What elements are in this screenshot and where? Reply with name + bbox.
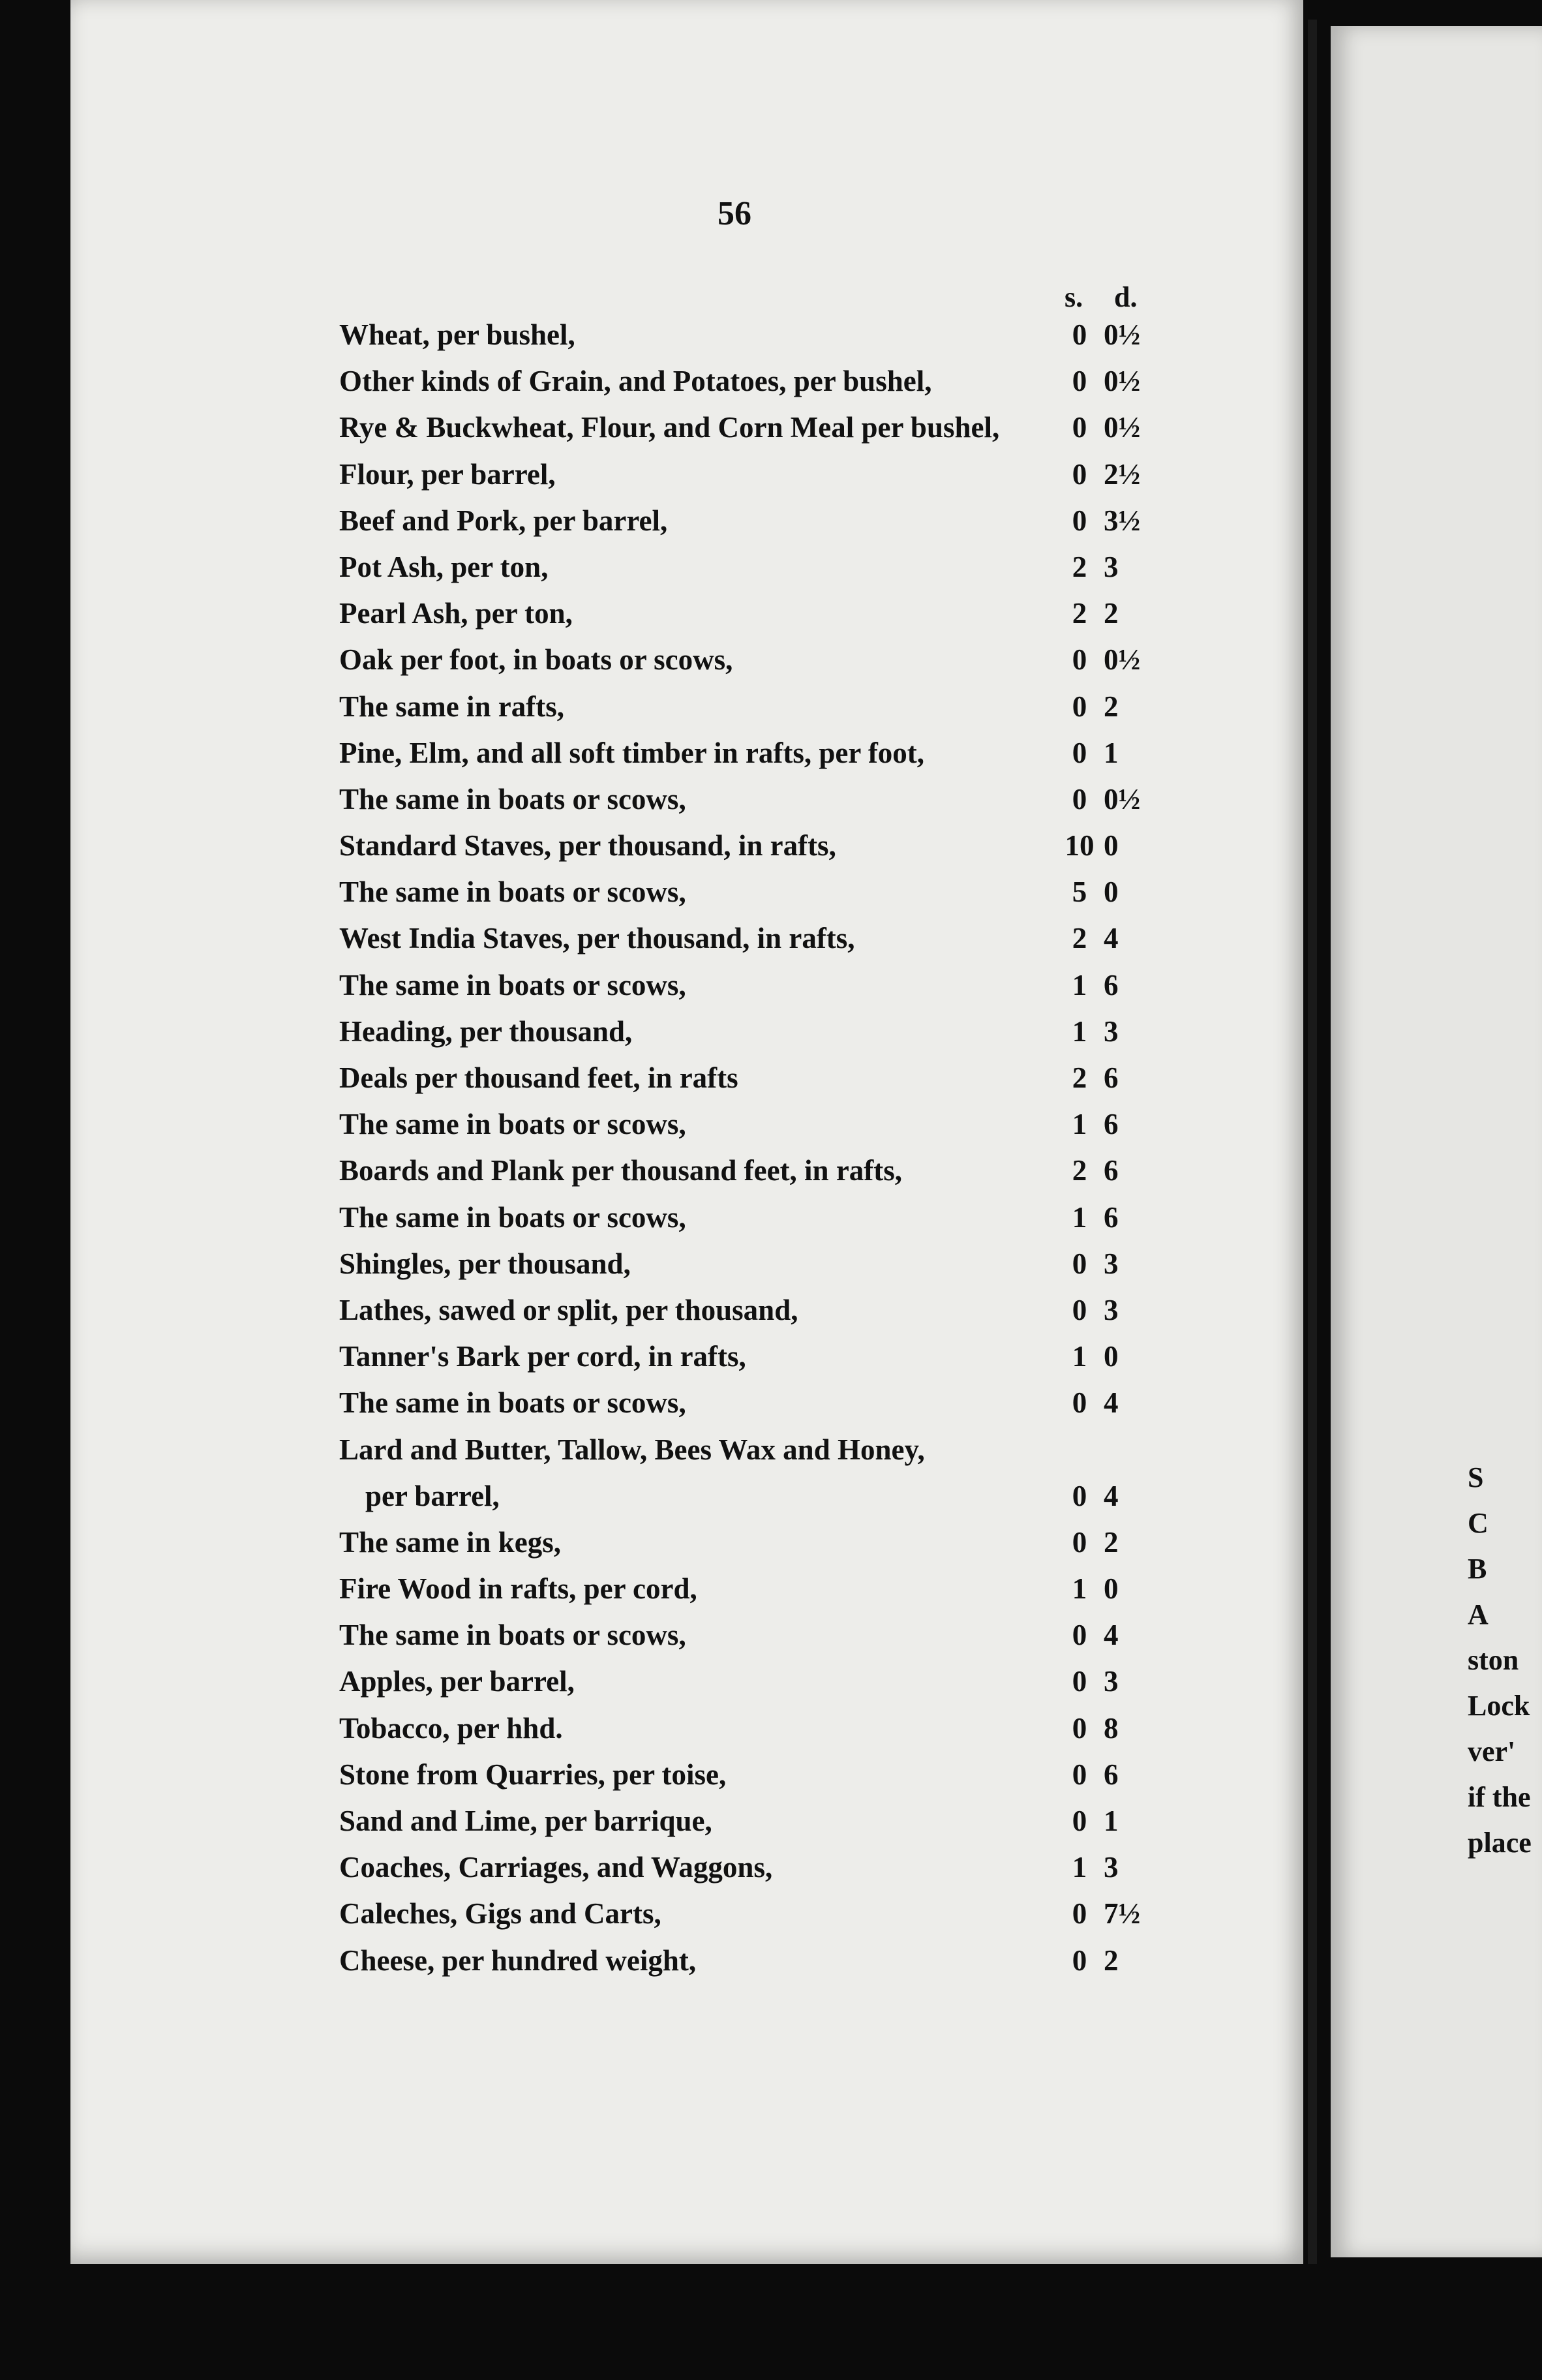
toll-table (326, 312, 1174, 1984)
toll-shillings: 1 (1072, 968, 1087, 1001)
toll-row (326, 404, 1174, 451)
toll-item-label: Shingles, per thousand, (339, 1247, 631, 1280)
toll-shillings: 2 (1072, 550, 1087, 583)
toll-row (326, 498, 1174, 544)
toll-row (326, 1566, 1174, 1612)
toll-shillings: 0 (1072, 1386, 1087, 1420)
toll-row (326, 1287, 1174, 1334)
toll-pence: 6 (1104, 1200, 1119, 1234)
toll-row (326, 544, 1174, 590)
toll-shillings: 0 (1072, 1619, 1087, 1652)
toll-shillings: 0 (1072, 365, 1087, 398)
toll-shillings: 0 (1072, 318, 1087, 351)
toll-pence: 2 (1104, 1525, 1119, 1559)
toll-row (326, 915, 1174, 962)
toll-item-label: West India Staves, per thousand, in rafts, (339, 922, 855, 955)
toll-row (326, 1195, 1174, 1241)
toll-pence: 0½ (1104, 411, 1141, 444)
toll-item-label: The same in kegs, (339, 1525, 562, 1559)
toll-pence: 3½ (1104, 504, 1141, 537)
toll-item-label: The same in boats or scows, (339, 876, 686, 909)
toll-shillings: 0 (1072, 1247, 1087, 1280)
toll-shillings: 1 (1072, 1340, 1087, 1373)
adjacent-page-text (1468, 1455, 1542, 1866)
toll-pence: 2½ (1104, 457, 1141, 491)
toll-shillings: 0 (1072, 1805, 1087, 1837)
toll-shillings: 0 (1072, 504, 1087, 537)
toll-row (326, 312, 1174, 358)
toll-item-label: The same in rafts, (339, 690, 564, 723)
toll-item-label: per barrel, (365, 1479, 500, 1512)
toll-row (326, 637, 1174, 683)
toll-row (326, 1473, 1174, 1519)
adjacent-page-fragment: C (1468, 1507, 1489, 1539)
toll-shillings: 2 (1072, 1061, 1087, 1094)
adjacent-page-fragment: if the (1468, 1781, 1531, 1813)
toll-pence: 8 (1104, 1711, 1119, 1745)
toll-item-label: The same in boats or scows, (339, 1108, 686, 1141)
page-gutter (1308, 20, 1317, 2264)
toll-row (326, 1380, 1174, 1426)
toll-pence: 4 (1104, 1619, 1119, 1652)
toll-pence: 0½ (1104, 782, 1141, 816)
toll-shillings: 1 (1072, 1015, 1087, 1048)
toll-item-label: Apples, per barrel, (339, 1665, 575, 1698)
toll-row (326, 1334, 1174, 1380)
toll-pence: 6 (1104, 1154, 1119, 1187)
toll-pence: 6 (1104, 1758, 1119, 1791)
toll-pence: 4 (1104, 1479, 1119, 1512)
toll-pence: 0 (1104, 829, 1119, 862)
toll-row (326, 1101, 1174, 1148)
toll-shillings: 1 (1072, 1200, 1087, 1234)
toll-item-label: The same in boats or scows, (339, 968, 686, 1001)
toll-pence: 2 (1104, 690, 1119, 723)
toll-item-label: Other kinds of Grain, and Potatoes, per bushel, (339, 365, 932, 398)
toll-shillings: 1 (1072, 1572, 1087, 1606)
toll-row (326, 451, 1174, 498)
toll-row (326, 1705, 1174, 1752)
toll-item-label: Caleches, Gigs and Carts, (339, 1897, 661, 1930)
toll-pence: 7½ (1104, 1897, 1141, 1930)
adjacent-page-fragment: ston (1468, 1644, 1519, 1676)
toll-pence: 4 (1104, 922, 1119, 955)
toll-item-label: Pine, Elm, and all soft timber in rafts, per foot, (339, 736, 925, 769)
toll-pence: 3 (1104, 1293, 1119, 1326)
toll-pence: 0½ (1104, 643, 1141, 677)
toll-pence: 6 (1104, 968, 1119, 1001)
toll-pence: 0 (1104, 1340, 1119, 1373)
toll-pence: 6 (1104, 1061, 1119, 1094)
toll-row (326, 1148, 1174, 1194)
toll-row (326, 1798, 1174, 1844)
toll-pence: 3 (1104, 1851, 1119, 1884)
adjacent-page-fragment: place (1468, 1827, 1532, 1859)
toll-shillings: 0 (1072, 782, 1087, 816)
toll-row (326, 1055, 1174, 1101)
adjacent-page-fragment: B (1468, 1553, 1487, 1585)
page-number: 56 (718, 195, 751, 232)
toll-item-label: Standard Staves, per thousand, in rafts, (339, 829, 836, 862)
toll-row (326, 1009, 1174, 1055)
toll-row (326, 1241, 1174, 1287)
toll-pence: 2 (1104, 597, 1119, 630)
toll-row (326, 1519, 1174, 1566)
toll-item-label: The same in boats or scows, (339, 782, 686, 816)
toll-pence: 1 (1104, 736, 1119, 769)
toll-pence: 0½ (1104, 318, 1141, 351)
toll-row (326, 776, 1174, 823)
toll-item-label: Stone from Quarries, per toise, (339, 1758, 727, 1791)
toll-item-label: Coaches, Carriages, and Waggons, (339, 1851, 773, 1884)
toll-shillings: 0 (1072, 1944, 1087, 1977)
toll-shillings: 2 (1072, 1154, 1087, 1187)
toll-item-label: Wheat, per bushel, (339, 318, 575, 351)
toll-item-label: The same in boats or scows, (339, 1619, 686, 1652)
toll-shillings: 0 (1072, 1525, 1087, 1559)
toll-row (326, 823, 1174, 869)
pence-column-header: d. (1114, 281, 1138, 313)
toll-row (326, 1938, 1174, 1984)
toll-row (326, 1752, 1174, 1798)
toll-item-label: Oak per foot, in boats or scows, (339, 643, 733, 677)
toll-shillings: 2 (1072, 922, 1087, 955)
toll-item-label: The same in boats or scows, (339, 1200, 686, 1234)
toll-shillings: 0 (1072, 643, 1087, 677)
toll-pence: 0 (1104, 1572, 1119, 1606)
toll-item-label: Cheese, per hundred weight, (339, 1944, 697, 1977)
toll-row (326, 1844, 1174, 1891)
toll-row (326, 1658, 1174, 1705)
toll-item-label: Pearl Ash, per ton, (339, 597, 573, 630)
toll-shillings: 0 (1072, 1479, 1087, 1512)
toll-shillings: 0 (1072, 457, 1087, 491)
toll-shillings: 0 (1072, 1758, 1087, 1791)
toll-pence: 3 (1104, 1665, 1119, 1698)
toll-pence: 6 (1104, 1108, 1119, 1141)
toll-item-label: Lard and Butter, Tallow, Bees Wax and Honey, (339, 1433, 925, 1466)
toll-item-label: Sand and Lime, per barrique, (339, 1805, 712, 1837)
toll-row (326, 962, 1174, 1009)
toll-shillings: 10 (1065, 829, 1095, 862)
toll-item-label: Tanner's Bark per cord, in rafts, (339, 1340, 746, 1373)
toll-item-label: The same in boats or scows, (339, 1386, 686, 1420)
toll-shillings: 0 (1072, 1711, 1087, 1745)
toll-shillings: 0 (1072, 1897, 1087, 1930)
toll-row (326, 730, 1174, 776)
toll-shillings: 0 (1072, 1665, 1087, 1698)
toll-item-label: Pot Ash, per ton, (339, 550, 549, 583)
toll-pence: 1 (1104, 1805, 1119, 1837)
toll-pence: 0½ (1104, 365, 1141, 398)
toll-row (326, 590, 1174, 637)
toll-shillings: 0 (1072, 690, 1087, 723)
toll-row (326, 869, 1174, 915)
toll-shillings: 2 (1072, 597, 1087, 630)
toll-shillings: 1 (1072, 1851, 1087, 1884)
toll-item-label: Lathes, sawed or split, per thousand, (339, 1293, 798, 1326)
adjacent-page-fragment: A (1468, 1598, 1489, 1630)
toll-shillings: 0 (1072, 411, 1087, 444)
toll-item-label: Rye & Buckwheat, Flour, and Corn Meal per bushel, (339, 411, 1000, 444)
toll-pence: 3 (1104, 550, 1119, 583)
toll-row (326, 1427, 1174, 1473)
adjacent-page-fragment: S (1468, 1461, 1484, 1493)
toll-shillings: 0 (1072, 1293, 1087, 1326)
adjacent-page (1331, 26, 1542, 2257)
toll-item-label: Flour, per barrel, (339, 457, 556, 491)
toll-item-label: Beef and Pork, per barrel, (339, 504, 668, 537)
toll-shillings: 0 (1072, 736, 1087, 769)
toll-item-label: Deals per thousand feet, in rafts (339, 1061, 738, 1094)
toll-item-label: Tobacco, per hhd. (339, 1711, 563, 1745)
toll-pence: 2 (1104, 1944, 1119, 1977)
toll-shillings: 1 (1072, 1108, 1087, 1141)
toll-shillings: 5 (1072, 876, 1087, 909)
toll-item-label: Fire Wood in rafts, per cord, (339, 1572, 697, 1606)
toll-item-label: Boards and Plank per thousand feet, in rafts, (339, 1154, 903, 1187)
shillings-column-header: s. (1065, 281, 1083, 313)
adjacent-page-fragment: Lock (1468, 1690, 1530, 1722)
toll-row (326, 684, 1174, 730)
toll-row (326, 1891, 1174, 1937)
toll-pence: 0 (1104, 876, 1119, 909)
toll-item-label: Heading, per thousand, (339, 1015, 633, 1048)
adjacent-page-fragment: ver' (1468, 1735, 1516, 1767)
toll-pence: 3 (1104, 1247, 1119, 1280)
toll-pence: 3 (1104, 1015, 1119, 1048)
toll-pence: 4 (1104, 1386, 1119, 1420)
toll-row (326, 358, 1174, 404)
toll-row (326, 1612, 1174, 1658)
